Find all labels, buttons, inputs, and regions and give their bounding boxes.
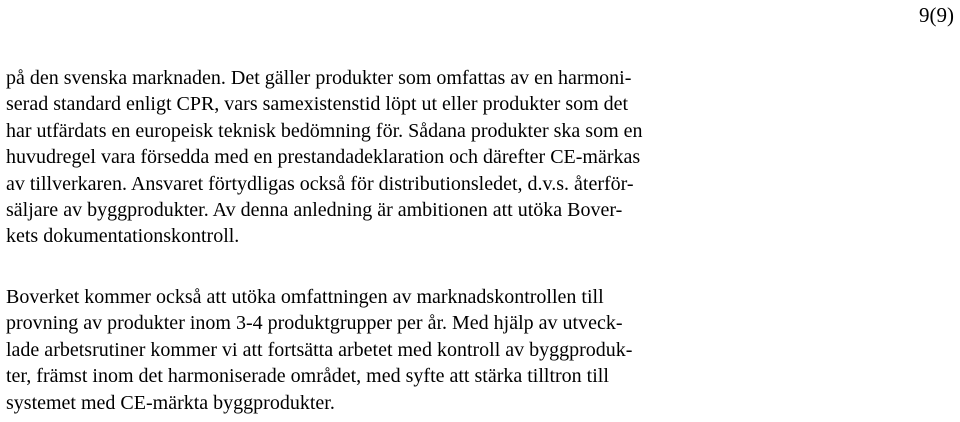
text-line: huvudregel vara försedda med en prestandadeklaration och därefter CE-märkas bbox=[6, 146, 641, 169]
text-line: serad standard enligt CPR, vars samexistenstid löpt ut eller produkter som det bbox=[6, 93, 629, 116]
text-line: provning av produkter inom 3-4 produktgrupper per år. Med hjälp av utveck- bbox=[6, 312, 623, 335]
text-line: lade arbetsrutiner kommer vi att fortsätta arbetet med kontroll av byggproduk- bbox=[6, 338, 633, 361]
paragraph-1 bbox=[6, 65, 766, 250]
text-line: säljare av byggprodukter. Av denna anledning är ambitionen att utöka Bover- bbox=[6, 199, 623, 222]
text-line: systemet med CE-märkta byggprodukter. bbox=[6, 391, 335, 414]
text-line: ter, främst inom det harmoniserade området, med syfte att stärka tilltron till bbox=[6, 365, 609, 388]
text-line: har utfärdats en europeisk teknisk bedömning för. Sådana produkter ska som en bbox=[6, 119, 643, 142]
text-line: på den svenska marknaden. Det gäller produkter som omfattas av en harmoni- bbox=[6, 67, 632, 89]
text-line: Boverket kommer också att utöka omfattningen av marknadskontrollen till bbox=[6, 286, 604, 308]
text-line: kets dokumentationskontroll. bbox=[6, 225, 240, 248]
text-line: av tillverkaren. Ansvaret förtydligas också för distributionsledet, d.v.s. återför- bbox=[6, 172, 634, 195]
paragraph-2 bbox=[6, 284, 766, 416]
page-number: 9(9) bbox=[919, 3, 954, 27]
